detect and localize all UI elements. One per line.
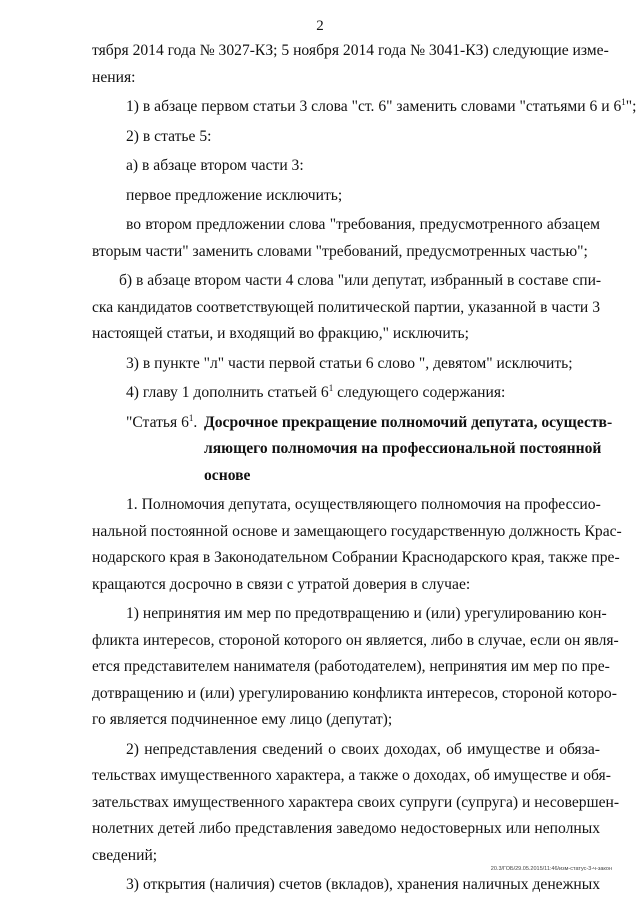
superscript: 1 — [328, 383, 334, 393]
document-body — [92, 38, 637, 899]
article-label — [126, 410, 197, 437]
text-line: 3) открытия (наличия) счетов (вкладов), хранения наличных денежных — [126, 876, 600, 893]
text-line: фликта интересов, стороной которого он является, либо в случае, если он явля- — [92, 631, 619, 649]
text-line: 2) непредставления сведений о своих доходах, об имуществе и обяза- — [126, 740, 600, 758]
text-line: вторым части" заменить словами "требований, предусмотренных частью"; — [92, 242, 588, 260]
text-fragment: 1) в абзаце первом статьи 3 слова "ст. 6" заменить словами "статьями 6 и 6 — [126, 98, 622, 115]
text-line: ется представителем нанимателя (работодателем), непринятия им мер по пре- — [92, 658, 610, 675]
text-line: тельствах имущественного характера, а также о доходах, об имуществе и обя- — [92, 767, 611, 784]
superscript: 1 — [621, 97, 626, 107]
text-line: кращаются досрочно в связи с утратой доверия в случае: — [92, 575, 471, 593]
text-line: Досрочное прекращение полномочий депутата, осуществ- — [204, 413, 613, 431]
footer-file-stamp: 20.3/ГОБ/29.05.2015/11:46/изм-статус-3-ч-закон — [490, 866, 612, 872]
text-line: дотвращению и (или) урегулированию конфликта интересов, стороной которо- — [92, 684, 617, 702]
text-line: го является подчиненное ему лицо (депутат); — [92, 711, 393, 728]
superscript: 1 — [188, 412, 194, 423]
text-line: зательствах имущественного характера своих супруги (супруга) и несовершен- — [92, 793, 620, 811]
text-line: 1. Полномочия депутата, осуществляющего полномочия на профессио- — [126, 496, 601, 513]
text-line: нодарского края в Законодательном Собрании Краснодарского края, также пре- — [92, 549, 620, 566]
text-line: нолетних детей либо представления заведомо недостоверных или неполных — [92, 820, 600, 837]
text-line: тября 2014 года № 3027-КЗ; 5 ноября 2014 года № 3041-КЗ) следующие изме- — [92, 42, 609, 59]
text-line: 1) непринятия им мер по предотвращению и (или) урегулированию кон- — [126, 605, 607, 622]
text-line: 3) в пункте "л" части первой статьи 6 слово ", девятом" исключить; — [126, 354, 573, 372]
text-line: нальной постоянной основе и замещающего государственную должность Крас- — [92, 522, 622, 540]
text-fragment: "; — [625, 98, 637, 115]
text-fragment: 4) главу 1 дополнить статьей 6 — [126, 384, 329, 401]
text-line: а) в абзаце втором части 3: — [126, 157, 304, 174]
text-line: б) в абзаце втором части 4 слова "или депутат, избранный в составе спи- — [119, 272, 602, 289]
text-line: сведений; — [92, 846, 158, 864]
page-number: 2 — [316, 18, 324, 34]
article-heading — [92, 410, 613, 490]
text-line: нения: — [92, 68, 136, 86]
text-line: основе — [204, 466, 251, 484]
text-line: во втором предложении слова "требования, предусмотренного абзацем — [126, 216, 600, 233]
text-line — [92, 94, 637, 121]
text-line: настоящей статьи, и входящий во фракцию," исключить; — [92, 325, 469, 342]
text-line — [92, 380, 600, 407]
text-fragment: "Статья 6 — [126, 413, 189, 431]
text-line: первое предложение исключить; — [126, 186, 343, 204]
text-line: ляющего полномочия на профессиональной постоянной — [204, 440, 602, 457]
text-line: ска кандидатов соответствующей политической партии, указанной в части 3 — [92, 298, 600, 316]
text-fragment: . — [193, 413, 198, 431]
text-line: 2) в статье 5: — [126, 127, 212, 145]
text-fragment: следующего содержания: — [333, 384, 506, 401]
article-title — [204, 410, 613, 490]
